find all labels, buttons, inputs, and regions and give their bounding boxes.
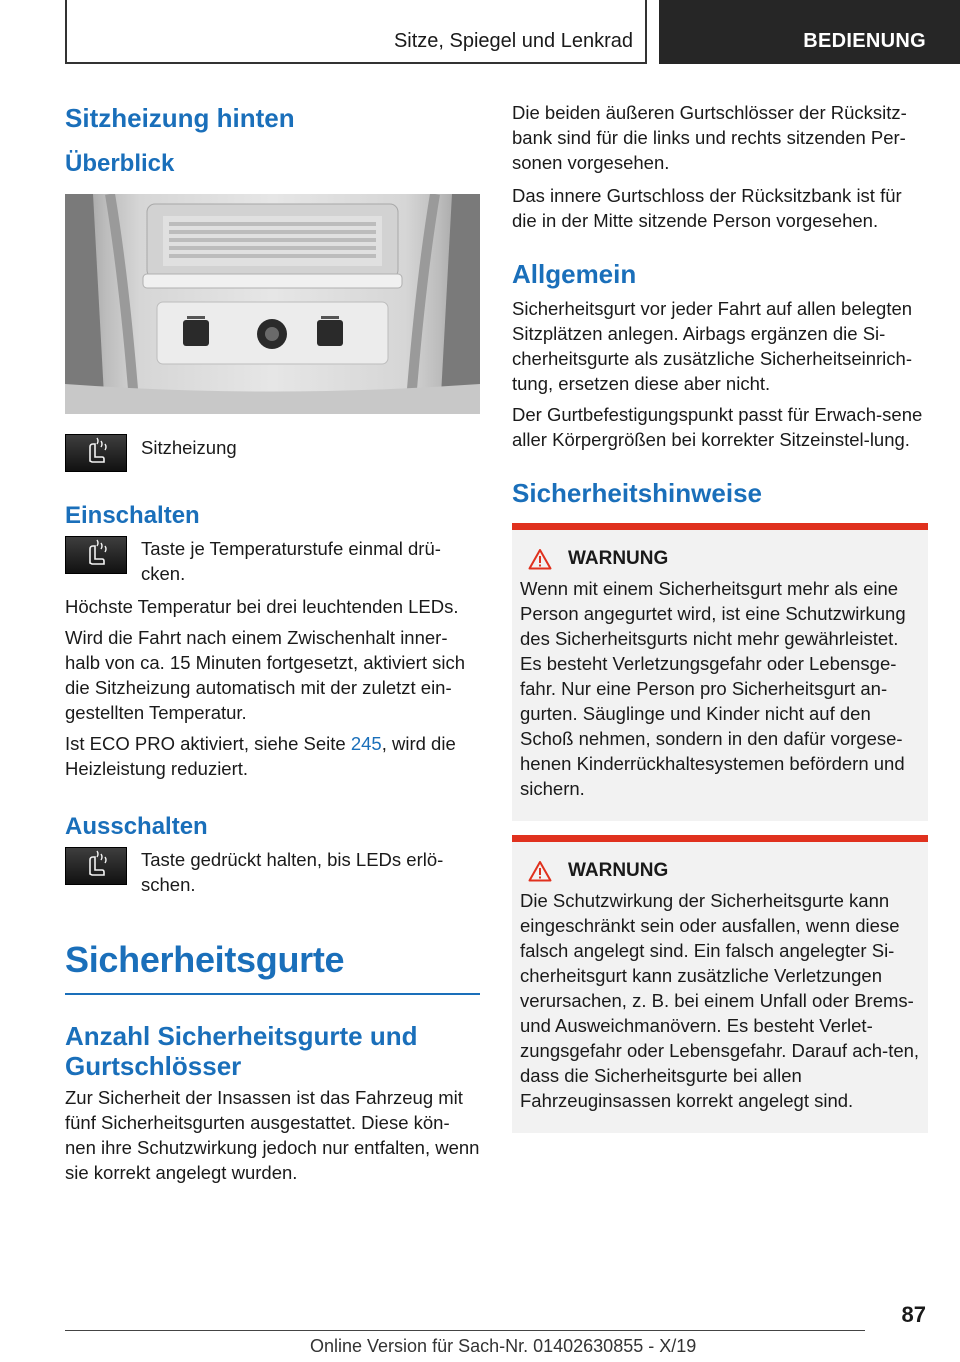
- warning-text: Die Schutzwirkung der Sicherheitsgurte kann eingeschränkt sein oder ausfallen, wenn diese falsch angelegt sind. Ein falsch angelegter Si-cherheitsgurt kann zusätzliche Verletzungen verursachen, z. B. bei einem Unfall oder Brems-und Ausweichmanövern. Es besteht Verlet-zungsgefahr oder Lebensgefahr. Darauf ach-ten, dass die Sicherheitsgurte bei allen Fahrzeuginsassen korrekt angelegt sind.: [520, 890, 920, 1111]
- header-frame: [65, 0, 647, 64]
- warning-label: WARNUNG: [568, 860, 669, 881]
- heading-switch-off: Ausschalten: [65, 813, 208, 840]
- heading-seat-heating-rear: Sitzheizung hinten: [65, 103, 295, 133]
- heading-switch-on: Einschalten: [65, 502, 200, 529]
- console-illustration: [65, 194, 480, 414]
- left-column: [65, 100, 480, 1185]
- switch-on-paragraph-3: [65, 731, 480, 781]
- section-label: BEDIENUNG: [803, 30, 926, 52]
- footer-divider: [65, 1330, 865, 1331]
- heading-belt-count: Anzahl Sicherheitsgurte und Gurtschlösser: [65, 1021, 418, 1081]
- heading-safety-notes: Sicherheitshinweise: [512, 478, 762, 508]
- seat-heating-icon: [65, 434, 127, 472]
- heading-seat-belts: Sicherheitsgurte: [65, 939, 345, 980]
- chapter-title: Sitze, Spiegel und Lenkrad: [393, 30, 633, 52]
- heading-general: Allgemein: [512, 259, 637, 289]
- section-divider: [65, 993, 480, 995]
- eco-pro-text-post: , wird die Heizleistung reduziert.: [65, 733, 456, 779]
- page-reference-link[interactable]: 245: [350, 733, 382, 754]
- eco-pro-text-pre: Ist ECO PRO aktiviert, siehe Seite: [65, 733, 351, 754]
- warning-bar: [512, 523, 928, 530]
- seat-heating-legend: [65, 434, 480, 472]
- warning-box-1: [512, 523, 928, 821]
- warning-box-2: [512, 835, 928, 1133]
- seat-heating-icon: [65, 536, 127, 574]
- switch-on-paragraph-2: Wird die Fahrt nach einem Zwischenhalt inner-halb von ca. 15 Minuten fortgesetzt, aktiviert sich die Sitzheizung automatisch mit der zuletzt ein-gestellten Temperatur.: [65, 627, 466, 723]
- warning-triangle-icon: [528, 860, 552, 882]
- section-tab: [659, 0, 960, 64]
- outer-buckles-paragraph: Die beiden äußeren Gurtschlösser der Rücksitz-bank sind für die links und rechts sitzenden Per-sonen vorgesehen.: [512, 102, 907, 173]
- seat-heating-icon: [65, 847, 127, 885]
- switch-off-instruction: [65, 847, 480, 897]
- switch-off-text: Taste gedrückt halten, bis LEDs erlö-schen.: [141, 849, 444, 895]
- heading-overview: Überblick: [65, 150, 175, 177]
- warning-text: Wenn mit einem Sicherheitsgurt mehr als eine Person angegurtet wird, ist eine Schutzwirkung des Sicherheitsgurts nicht mehr gewährleistet. Es besteht Verletzungsgefahr oder Lebensge-fahr. Nur eine Person pro Sicherheitsgurt an-gurten. Säuglinge und Kinder nicht auf den Schoß nehmen, sondern in den dafür vorgese-henen Kinderrückhaltesystemen befördern und sichern.: [520, 578, 906, 799]
- general-paragraph-2: Der Gurtbefestigungspunkt passt für Erwach-sene aller Körpergrößen bei korrekter Sitzeinstel-lung.: [512, 404, 923, 450]
- seat-heating-console-photo: [65, 194, 480, 414]
- belt-count-paragraph: Zur Sicherheit der Insassen ist das Fahrzeug mit fünf Sicherheitsgurten ausgestattet. Diese kön-nen ihre Schutzwirkung jedoch nur entfalten, wenn sie korrekt angelegt wurden.: [65, 1087, 480, 1183]
- seat-heating-caption: Sitzheizung: [141, 437, 237, 458]
- right-column: [512, 100, 928, 1133]
- switch-on-instruction: [65, 536, 480, 586]
- switch-on-text: Taste je Temperaturstufe einmal drü-cken.: [141, 538, 441, 584]
- page-number: 87: [901, 1302, 926, 1327]
- switch-on-paragraph-1: Höchste Temperatur bei drei leuchtenden LEDs.: [65, 596, 459, 617]
- inner-buckle-paragraph: Das innere Gurtschloss der Rücksitzbank ist für die in der Mitte sitzende Person vorgesehen.: [512, 185, 902, 231]
- general-paragraph-1: Sicherheitsgurt vor jeder Fahrt auf allen belegten Sitzplätzen anlegen. Airbags ergänzen die Si-cherheitsgurte als zusätzliche Sicherheitseinrich-tung, ersetzen diese aber nicht.: [512, 298, 913, 394]
- warning-label: WARNUNG: [568, 548, 669, 569]
- warning-triangle-icon: [528, 548, 552, 570]
- warning-bar: [512, 835, 928, 842]
- online-version-text: Online Version für Sach-Nr. 01402630855 - X/19: [310, 1336, 697, 1356]
